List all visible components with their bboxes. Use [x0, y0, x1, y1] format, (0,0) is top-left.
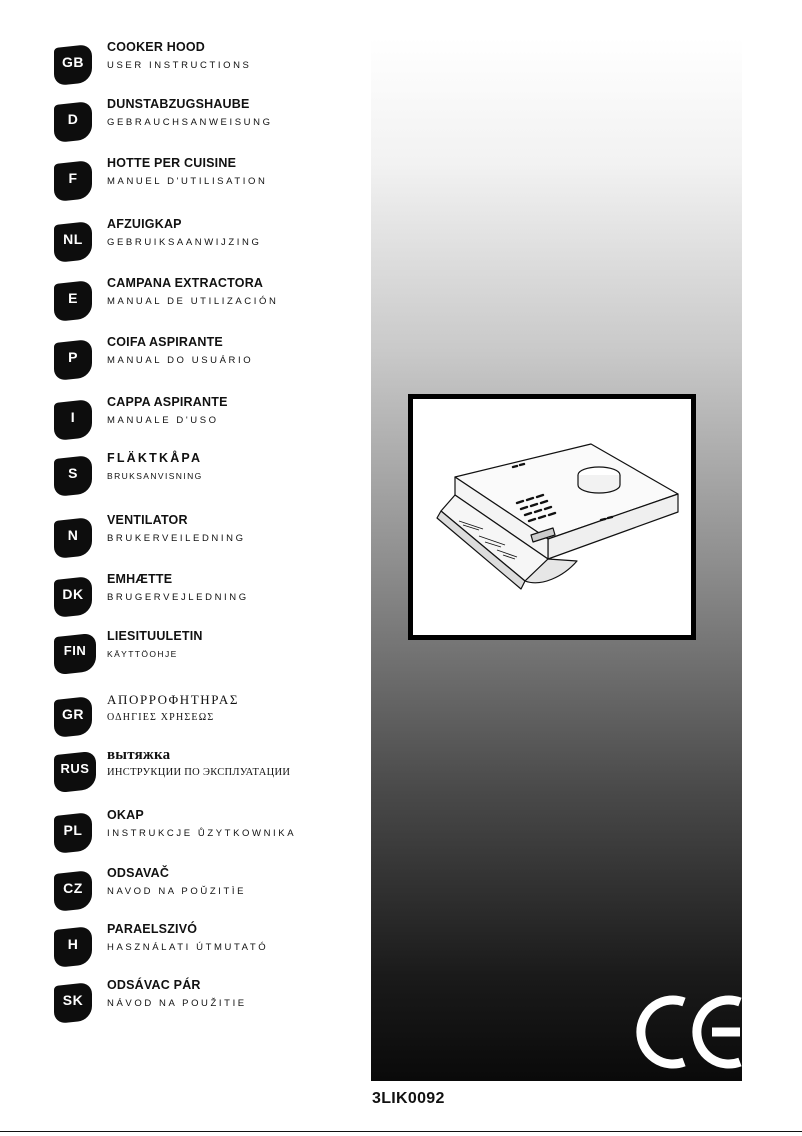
language-subtitle: GEBRUIKSAANWIJZING — [107, 237, 262, 248]
language-code: GR — [62, 706, 84, 722]
language-title: вытяжка — [107, 747, 171, 763]
language-title: LIESITUULETIN — [107, 629, 203, 643]
language-code: F — [68, 170, 78, 186]
language-subtitle: ИНСТРУКЦИИ ПО ЭКСПЛУАТАЦИИ — [107, 767, 291, 778]
language-title: AFZUIGKAP — [107, 217, 182, 231]
language-row-h — [0, 922, 370, 970]
language-subtitle: KÄYTTÖOHJE — [107, 649, 178, 659]
language-code: D — [67, 111, 79, 127]
ce-mark-icon — [636, 994, 746, 1070]
language-subtitle: USER INSTRUCTIONS — [107, 60, 252, 71]
language-title: FLÄKTKÅPA — [107, 451, 203, 465]
language-title: DUNSTABZUGSHAUBE — [107, 97, 250, 111]
language-title: EMHÆTTE — [107, 572, 173, 586]
language-row-d — [0, 97, 370, 145]
language-row-n — [0, 513, 370, 561]
product-image-frame — [408, 394, 696, 640]
language-code: FIN — [63, 643, 87, 658]
language-row-cz — [0, 866, 370, 914]
language-subtitle: BRUKSANVISNING — [107, 471, 203, 481]
language-row-e — [0, 276, 370, 324]
language-title: VENTILATOR — [107, 513, 188, 527]
language-row-f — [0, 156, 370, 204]
language-row-fin — [0, 629, 370, 677]
language-title: HOTTE PER CUISINE — [107, 156, 237, 170]
language-subtitle: MANUAL DE UTILIZACIÓN — [107, 296, 279, 307]
language-code: NL — [63, 231, 83, 247]
language-title: ΑΠΟΡΡΟΦΗΤΗΡΑΣ — [107, 692, 240, 707]
language-index — [0, 0, 370, 1040]
language-code: SK — [62, 992, 84, 1008]
language-title: COIFA ASPIRANTE — [107, 335, 223, 349]
language-code: CZ — [63, 880, 83, 896]
language-subtitle: NAVOD NA POǓZITÌE — [107, 886, 247, 897]
language-title: COOKER HOOD — [107, 40, 206, 54]
page-bottom-rule — [0, 1131, 802, 1132]
cooker-hood-illustration — [413, 399, 691, 635]
language-row-nl — [0, 217, 370, 265]
language-row-rus — [0, 747, 370, 795]
language-row-i — [0, 395, 370, 443]
language-code: N — [67, 527, 79, 543]
language-code: PL — [63, 822, 83, 838]
language-code: DK — [62, 586, 84, 602]
language-title: ODSÁVAC PÁR — [107, 978, 201, 992]
language-subtitle: MANUAL DO USUÁRIO — [107, 355, 254, 366]
language-row-pl — [0, 808, 370, 856]
language-row-gb — [0, 40, 370, 88]
language-subtitle: MANUALE D'USO — [107, 415, 219, 426]
language-subtitle: ΟΔΗΓΙΕΣ ΧΡΗΣΕΩΣ — [107, 712, 215, 723]
language-code: H — [67, 936, 79, 952]
language-title: PARAELSZIVÓ — [107, 922, 198, 936]
language-subtitle: INSTRUKCJE ŮZYTKOWNIKA — [107, 828, 297, 839]
language-subtitle: HASZNÁLATI ÚTMUTATÓ — [107, 942, 269, 953]
language-subtitle: NÁVOD NA POUŽITIE — [107, 998, 247, 1009]
language-title: OKAP — [107, 808, 144, 822]
language-code: I — [70, 409, 76, 425]
language-title: CAPPA ASPIRANTE — [107, 395, 228, 409]
language-subtitle: MANUEL D'UTILISATION — [107, 176, 268, 187]
language-code: P — [68, 349, 78, 365]
language-row-p — [0, 335, 370, 383]
product-code: 3LIK0092 — [372, 1090, 445, 1107]
language-row-sk — [0, 978, 370, 1026]
language-row-dk — [0, 572, 370, 620]
language-code: E — [68, 290, 78, 306]
language-row-s — [0, 451, 370, 499]
language-subtitle: BRUKERVEILEDNING — [107, 533, 246, 544]
language-code: GB — [62, 54, 84, 70]
language-subtitle: BRUGERVEJLEDNING — [107, 592, 249, 603]
language-title: ODSAVAČ — [107, 866, 170, 880]
language-row-gr — [0, 692, 370, 740]
language-code: S — [68, 465, 78, 481]
language-subtitle: GEBRAUCHSANWEISUNG — [107, 117, 273, 128]
language-code: RUS — [60, 761, 90, 776]
language-title: CAMPANA EXTRACTORA — [107, 276, 264, 290]
